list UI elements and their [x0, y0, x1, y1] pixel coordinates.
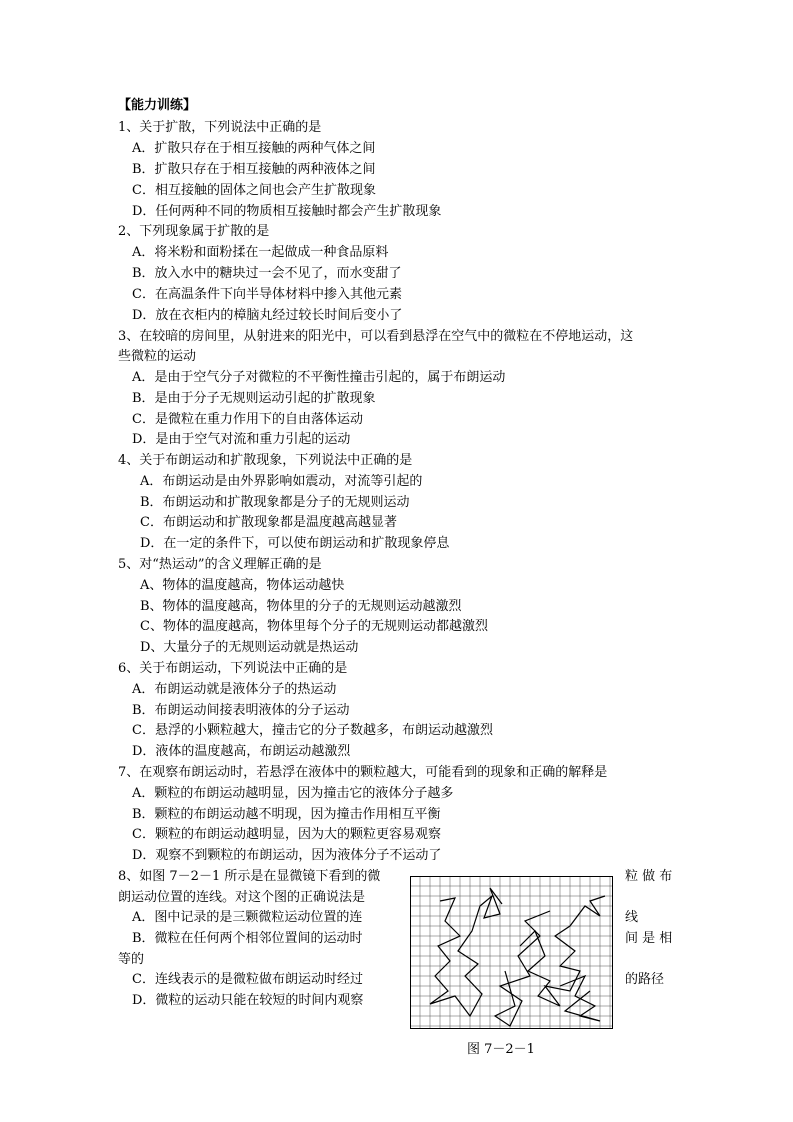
section-heading: 【能力训练】 [118, 98, 197, 113]
question-8-option-a-left: A．图中记录的是三颗微粒运动位置的连 [132, 910, 363, 925]
question-4-option-c: C．布朗运动和扩散现象都是温度越高越显著 [140, 515, 397, 530]
question-3-stem-line1: 3、在较暗的房间里，从射进来的阳光中，可以看到悬浮在空气中的微粒在不停地运动，这 [118, 329, 634, 344]
question-4-option-d: D．在一定的条件下，可以使布朗运动和扩散现象停息 [140, 536, 450, 551]
question-8-stem-line2: 朗运动位置的连线。对这个图的正确说法是 [118, 890, 366, 905]
question-6-option-b: B．布朗运动间接表明液体的分子运动 [132, 703, 350, 718]
question-8-stem-right: 粒 做 布 [625, 869, 673, 884]
question-4-option-b: B．布朗运动和扩散现象都是分子的无规则运动 [140, 495, 410, 510]
question-6-option-a: A．布朗运动就是液体分子的热运动 [132, 682, 337, 697]
question-7-stem: 7、在观察布朗运动时，若悬浮在液体中的颗粒越大，可能看到的现象和正确的解释是 [118, 765, 608, 780]
question-2-option-d: D．放在衣柜内的樟脑丸经过较长时间后变小了 [132, 308, 403, 323]
question-6-option-d: D．液体的温度越高，布朗运动越激烈 [132, 744, 351, 759]
question-3-option-a: A．是由于空气分子对微粒的不平衡性撞击引起的，属于布朗运动 [132, 370, 506, 385]
question-1-option-c: C．相互接触的固体之间也会产生扩散现象 [132, 183, 376, 198]
question-2-option-b: B．放入水中的糖块过一会不见了，而水变甜了 [132, 266, 402, 281]
question-1-option-a: A．扩散只存在于相互接触的两种气体之间 [132, 141, 376, 156]
question-7-option-a: A．颗粒的布朗运动越明显，因为撞击它的液体分子越多 [132, 786, 454, 801]
particle-path-3 [495, 911, 550, 1026]
question-5-option-a: A、物体的温度越高，物体运动越快 [140, 578, 345, 593]
question-7-option-d: D．观察不到颗粒的布朗运动，因为液体分子不运动了 [132, 848, 442, 863]
figure-caption: 图 7－2－1 [467, 1042, 535, 1057]
question-8-option-b-left: B．微粒在任何两个相邻位置间的运动时 [132, 931, 363, 946]
question-1-stem: 1、关于扩散，下列说法中正确的是 [118, 120, 322, 135]
question-2-option-c: C．在高温条件下向半导体材料中掺入其他元素 [132, 287, 402, 302]
question-6-option-c: C．悬浮的小颗粒越大，撞击它的分子数越多，布朗运动越激烈 [132, 723, 493, 738]
particle-path-2 [520, 896, 605, 1006]
question-3-option-b: B．是由于分子无规则运动引起的扩散现象 [132, 391, 376, 406]
question-1-option-b: B．扩散只存在于相互接触的两种液体之间 [132, 162, 376, 177]
question-8-option-d: D．微粒的运动只能在较短的时间内观察 [132, 993, 364, 1008]
question-8-option-c-left: C．连线表示的是微粒做布朗运动时经过 [132, 972, 363, 987]
question-5-option-c: C、物体的温度越高，物体里每个分子的无规则运动都越激烈 [140, 619, 488, 634]
question-4-option-a: A．布朗运动是由外界影响如震动，对流等引起的 [140, 474, 423, 489]
question-8-option-a-right: 线 [625, 910, 639, 925]
brownian-motion-figure [410, 876, 613, 1029]
question-7-option-c: C．颗粒的布朗运动越明显，因为大的颗粒更容易观察 [132, 827, 441, 842]
question-8-option-c-right: 的路径 [625, 972, 665, 987]
question-2-stem: 2、下列现象属于扩散的是 [118, 224, 270, 239]
question-7-option-b: B．颗粒的布朗运动越不明现，因为撞击作用相互平衡 [132, 807, 441, 822]
question-8-stem-left: 8、如图 7－2－1 所示是在显微镜下看到的微 [118, 869, 381, 884]
question-5-option-d: D、大量分子的无规则运动就是热运动 [140, 640, 359, 655]
question-5-option-b: B、物体的温度越高，物体里的分子的无规则运动越激烈 [140, 599, 462, 614]
question-3-stem-line2: 些微粒的运动 [118, 349, 197, 364]
question-1-option-d: D．任何两种不同的物质相互接触时都会产生扩散现象 [132, 204, 442, 219]
question-8-option-b-right: 间 是 相 [625, 931, 673, 946]
question-2-option-a: A．将米粉和面粉揉在一起做成一种食品原料 [132, 245, 389, 260]
question-3-option-d: D．是由于空气对流和重力引起的运动 [132, 432, 351, 447]
particle-path-1 [430, 888, 502, 1016]
question-6-stem: 6、关于布朗运动，下列说法中正确的是 [118, 661, 348, 676]
question-8-option-b-continued: 等的 [118, 952, 145, 967]
brownian-motion-grid [410, 876, 613, 1029]
question-5-stem: 5、对“热运动”的含义理解正确的是 [118, 557, 322, 572]
question-3-option-c: C．是微粒在重力作用下的自由落体运动 [132, 412, 363, 427]
question-4-stem: 4、关于布朗运动和扩散现象，下列说法中正确的是 [118, 453, 413, 468]
